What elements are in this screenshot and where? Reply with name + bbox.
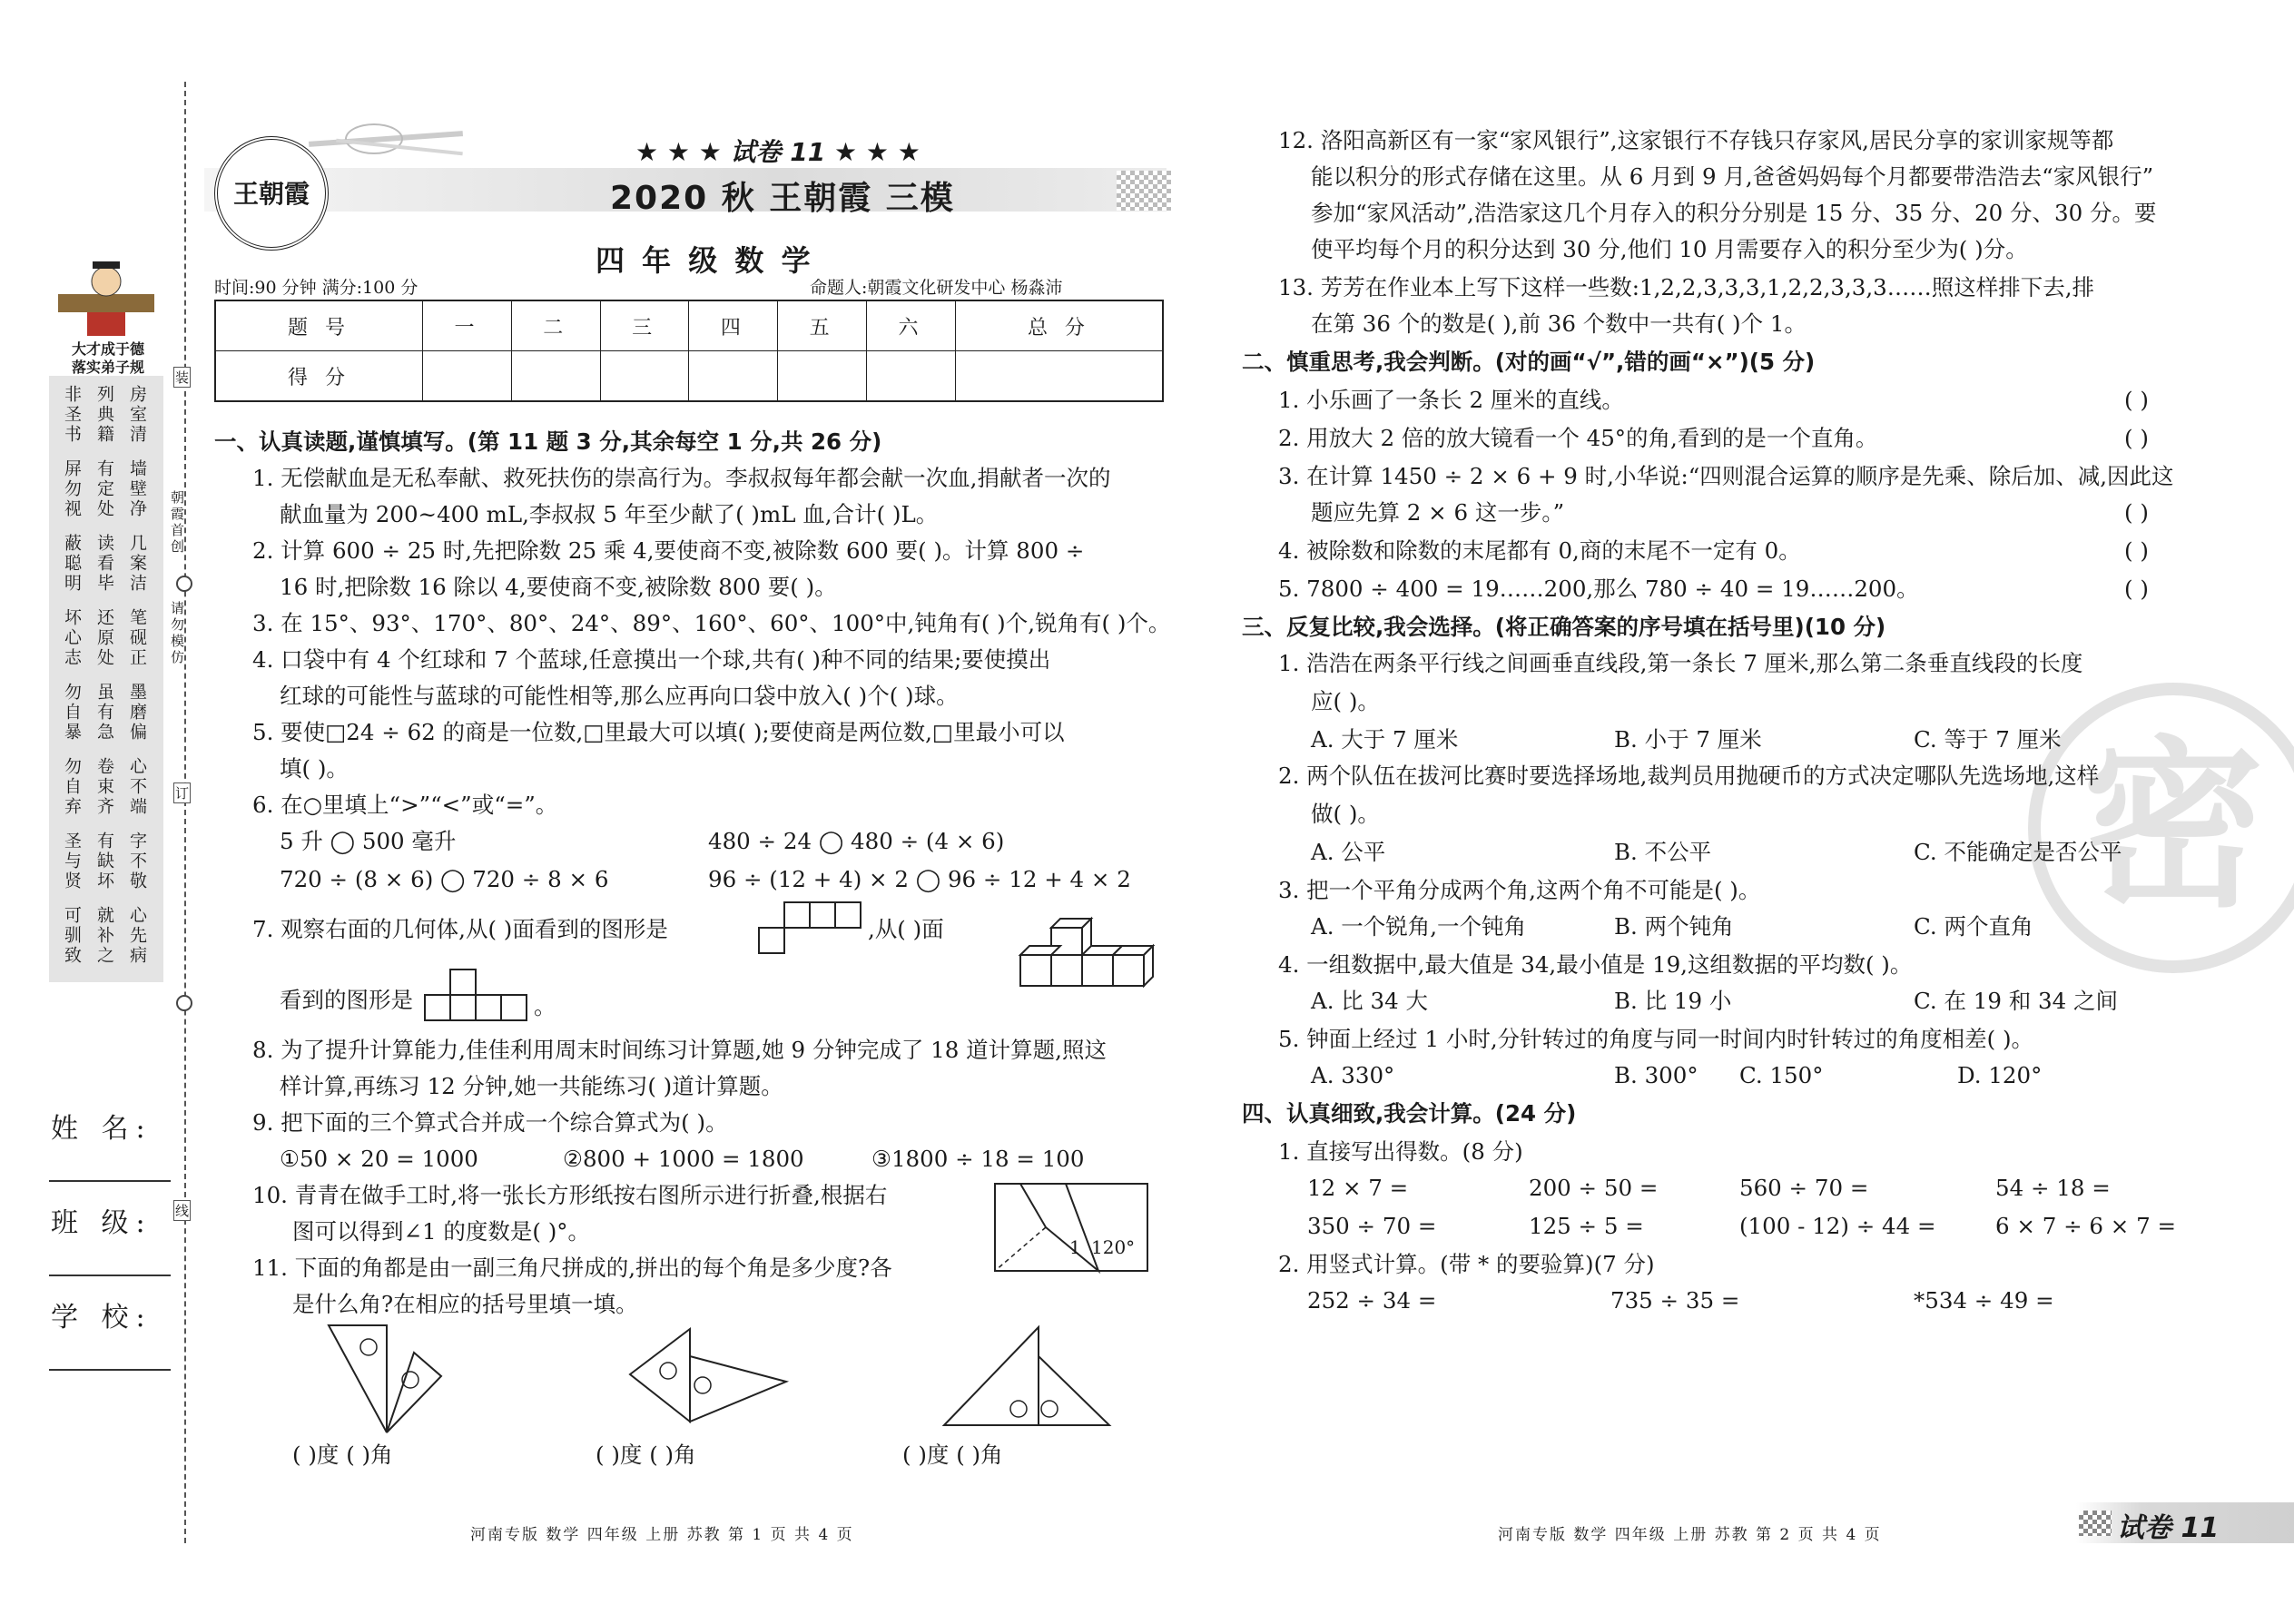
choice-q1-line-1: 1. 浩浩在两条平行线之间画垂直线段,第一条长 7 厘米,那么第二条垂直线段的长度: [1278, 650, 2083, 676]
calc-item: 125 ÷ 5 =: [1529, 1213, 1644, 1239]
ribbon-bow: [345, 123, 403, 154]
exam-title: 2020 秋 王朝霞 三模: [610, 180, 955, 217]
sidebar-col: 卷束齐: [94, 757, 114, 817]
choice-q2-option-b: B. 不公平: [1614, 839, 1712, 865]
q11-triangle-set-1: [323, 1320, 450, 1438]
sidebar-col: 笔砚正: [127, 608, 147, 668]
sidebar-motto-1: 大才成于德: [71, 340, 144, 358]
sidebar-col: 可驯致: [62, 906, 82, 966]
score-cell: 题 号: [215, 300, 423, 351]
section-2-heading: 二、慎重思考,我会判断。(对的画“√”,错的画“×”)(5 分): [1242, 349, 1816, 375]
score-input-cell[interactable]: [423, 351, 512, 402]
binding-hole: [176, 576, 192, 592]
choice-q1-line-2: 应( )。: [1311, 688, 1380, 714]
q11-line-2: 是什么角?在相应的括号里填一填。: [292, 1291, 638, 1317]
q7-side-view-shape: [423, 968, 532, 1022]
class-label: 班 级:: [51, 1207, 153, 1239]
q2-line-2: 16 时,把除数 16 除以 4,要使商不变,被除数 800 要( )。: [280, 574, 837, 600]
name-line[interactable]: [49, 1180, 171, 1182]
q12-line-4: 使平均每个月的积分达到 30 分,他们 10 月需要存入的积分至少为( )分。: [1311, 236, 2028, 262]
brand-logo-text: 王朝霞: [232, 179, 310, 209]
choice-q1-option-c: C. 等于 7 厘米: [1914, 726, 2062, 753]
choice-q3-option-b: B. 两个钝角: [1614, 913, 1734, 940]
section-3-heading: 三、反复比较,我会选择。(将正确答案的序号填在括号里)(10 分): [1242, 614, 1886, 640]
calc-q2-line: 2. 用竖式计算。(带 * 的要验算)(7 分): [1278, 1251, 1655, 1277]
sidebar-col: 墨磨偏: [127, 683, 147, 743]
binding-hole: [176, 995, 192, 1011]
choice-q2-option-a: A. 公平: [1311, 839, 1386, 865]
q2-line-1: 2. 计算 600 ÷ 25 时,先把除数 25 乘 4,要使商不变,被除数 600 要( )。计算 800 ÷: [252, 537, 1085, 564]
confidential-stamp: [2028, 683, 2294, 973]
q1-line-2: 献血量为 200~400 mL,李叔叔 5 年至少献了( )mL 血,合计( )L。: [280, 501, 939, 527]
sidebar-col: 圣与贤: [62, 832, 82, 891]
q10-fold-figure: [993, 1182, 1149, 1273]
q9-line-1: 9. 把下面的三个算式合并成一个综合算式为( )。: [252, 1109, 728, 1136]
binding-dashed-line: [184, 82, 186, 1543]
sidebar-col: 列典籍: [94, 385, 114, 445]
sidebar-col: 勿自暴: [62, 683, 82, 743]
score-cell: 二: [511, 300, 600, 351]
sidebar-col: 心先病: [127, 906, 147, 966]
q11-triangle-set-2: [626, 1320, 790, 1429]
judge-blank-1[interactable]: ( ): [2124, 387, 2149, 413]
score-table-header-row: [215, 300, 1163, 351]
score-table: [214, 300, 1164, 402]
judge-item-2: 2. 用放大 2 倍的放大镜看一个 45°的角,看到的是一个直角。: [1278, 425, 1878, 451]
choice-q2-option-c: C. 不能确定是否公平: [1914, 839, 2122, 865]
q11-blank-3[interactable]: ( )度 ( )角: [902, 1442, 1003, 1468]
school-label: 学 校:: [51, 1302, 153, 1334]
q7-front-view-shape: [757, 901, 866, 955]
q7-text-c: 看到的图形是: [280, 987, 413, 1013]
q7-text-a: 7. 观察右面的几何体,从( )面看到的图形是: [252, 916, 668, 942]
sidebar-col: 字不敬: [127, 832, 147, 891]
score-input-cell[interactable]: [867, 351, 956, 402]
choice-q2-line-1: 2. 两个队伍在拔河比赛时要选择场地,裁判员用抛硬币的方式决定哪队先选场地,这样: [1278, 763, 2100, 789]
sidebar-col: 勿自弃: [62, 757, 82, 817]
choice-q5-option-c: C. 150°: [1739, 1062, 1824, 1088]
judge-blank-2[interactable]: ( ): [2124, 425, 2149, 451]
section-4-heading: 四、认真细致,我会计算。(24 分): [1242, 1100, 1577, 1127]
sidebar-col: 墙壁净: [127, 459, 147, 519]
score-input-cell[interactable]: [689, 351, 778, 402]
choice-q4-line: 4. 一组数据中,最大值是 34,最小值是 19,这组数据的平均数( )。: [1278, 951, 1913, 978]
q6-compare-1: 5 升 ◯ 500 毫升: [280, 828, 457, 854]
choice-q5-option-b: B. 300°: [1614, 1062, 1698, 1088]
score-table-score-row: [215, 351, 1163, 402]
q9-formula-1: ①50 × 20 = 1000: [280, 1146, 478, 1172]
q1-line-1: 1. 无偿献血是无私奉献、救死扶伤的崇高行为。李叔叔每年都会献一次血,捐献者一次的: [252, 465, 1111, 491]
sidebar-col: 有定处: [94, 459, 114, 519]
judge-blank-3[interactable]: ( ): [2124, 499, 2149, 526]
binding-mark-ding: 订: [173, 782, 191, 803]
choice-q5-line: 5. 钟面上经过 1 小时,分针转过的角度与同一时间内时针转过的角度相差( )。: [1278, 1026, 2034, 1052]
sidebar-col: 几案洁: [127, 534, 147, 594]
q6-compare-4: 96 ÷ (12 + 4) × 2 ◯ 96 ÷ 12 + 4 × 2: [708, 866, 1131, 892]
judge-item-3a: 3. 在计算 1450 ÷ 2 × 6 + 9 时,小华说:“四则混合运算的顺序是先乘、除后加、减,因此这: [1278, 463, 2174, 489]
checker-decoration: [1117, 171, 1171, 211]
q7-solid-figure: [1009, 915, 1155, 988]
sidebar-col: 屏勿视: [62, 459, 82, 519]
judge-blank-4[interactable]: ( ): [2124, 537, 2149, 564]
section-1-heading: 一、认真读题,谨慎填写。(第 11 题 3 分,其余每空 1 分,共 26 分): [214, 428, 882, 455]
exam-info-left: 时间:90 分钟 满分:100 分: [214, 278, 418, 298]
judge-item-3b: 题应先算 2 × 6 这一步。”: [1311, 499, 1565, 526]
judge-item-5: 5. 7800 ÷ 400 = 19……200,那么 780 ÷ 40 = 19……200。: [1278, 576, 1919, 602]
corner-tag-text: 试卷 11: [2117, 1512, 2220, 1544]
q6-compare-2: 480 ÷ 24 ◯ 480 ÷ (4 × 6): [708, 828, 1005, 854]
q12-line-2: 能以积分的形式存储在这里。从 6 月到 9 月,爸爸妈妈每个月都要带浩浩去“家风银行”: [1311, 163, 2154, 190]
sidebar-motto-2: 落实弟子规: [71, 359, 144, 376]
q10-angle-1-label: 1: [1069, 1236, 1081, 1258]
q9-formula-2: ②800 + 1000 = 1800: [563, 1146, 804, 1172]
footer-page-1: 河南专版 数学 四年级 上册 苏教 第 1 页 共 4 页: [470, 1526, 854, 1544]
footer-page-2: 河南专版 数学 四年级 上册 苏教 第 2 页 共 4 页: [1498, 1526, 1882, 1544]
q10-line-2: 图可以得到∠1 的度数是( )°。: [292, 1218, 591, 1245]
vertical-note-no-copy: 请勿模仿: [169, 601, 185, 666]
choice-q4-option-b: B. 比 19 小: [1614, 988, 1732, 1014]
q4-line-2: 红球的可能性与蓝球的可能性相等,那么应再向口袋中放入( )个( )球。: [280, 683, 959, 709]
name-label: 姓 名:: [51, 1113, 153, 1145]
calc-vertical-item: *534 ÷ 49 =: [1914, 1287, 2054, 1314]
q11-blank-2[interactable]: ( )度 ( )角: [596, 1442, 696, 1468]
choice-q5-option-a: A. 330°: [1311, 1062, 1395, 1088]
sidebar-col: 房室清: [127, 385, 147, 445]
q10-angle-120-label: 120°: [1091, 1236, 1136, 1258]
q6-line: 6. 在○里填上“>”“<”或“=”。: [252, 792, 558, 818]
q13-line-1: 13. 芳芳在作业本上写下这样一些数:1,2,2,3,3,3,1,2,2,3,3,3……照这样排下去,排: [1278, 274, 2095, 300]
score-input-cell[interactable]: [778, 351, 867, 402]
score-input-cell[interactable]: [511, 351, 600, 402]
q7-text-d: 。: [534, 993, 556, 1019]
brand-logo: [214, 136, 329, 251]
score-cell: 六: [867, 300, 956, 351]
score-input-cell[interactable]: [600, 351, 689, 402]
score-cell: 总 分: [955, 300, 1163, 351]
score-cell: 得 分: [215, 351, 423, 402]
exam-series: ★ ★ ★ 试卷 11 ★ ★ ★: [635, 137, 921, 167]
binding-mark-zhuang: 装: [173, 367, 191, 388]
choice-q1-option-b: B. 小于 7 厘米: [1614, 726, 1762, 753]
q4-line-1: 4. 口袋中有 4 个红球和 7 个蓝球,任意摸出一个球,共有( )种不同的结果;要使摸出: [252, 646, 1051, 673]
choice-q3-option-a: A. 一个锐角,一个钝角: [1311, 913, 1527, 940]
calc-q1-line: 1. 直接写出得数。(8 分): [1278, 1138, 1523, 1165]
q9-formula-3: ③1800 ÷ 18 = 100: [871, 1146, 1085, 1172]
calc-item: 12 × 7 =: [1307, 1175, 1409, 1201]
class-line[interactable]: [49, 1275, 171, 1276]
judge-item-4: 4. 被除数和除数的末尾都有 0,商的末尾不一定有 0。: [1278, 537, 1801, 564]
calc-vertical-item: 252 ÷ 34 =: [1307, 1287, 1437, 1314]
calc-vertical-item: 735 ÷ 35 =: [1610, 1287, 1740, 1314]
choice-q4-option-c: C. 在 19 和 34 之间: [1914, 988, 2118, 1014]
choice-q5-option-d: D. 120°: [1957, 1062, 2043, 1088]
sidebar-col: 有缺坏: [94, 832, 114, 891]
sidebar-col: 就补之: [94, 906, 114, 966]
q7-text-b: ,从( )面: [868, 916, 944, 942]
score-cell: 五: [778, 300, 867, 351]
choice-q1-option-a: A. 大于 7 厘米: [1311, 726, 1459, 753]
sidebar-dizigui-panel: [49, 376, 163, 982]
exam-subject: 四 年 级 数 学: [596, 243, 814, 278]
q11-blank-1[interactable]: ( )度 ( )角: [292, 1442, 393, 1468]
q5-line-2: 填( )。: [280, 755, 349, 782]
confidential-stamp-text: 密: [2082, 721, 2264, 932]
calc-item: 54 ÷ 18 =: [1995, 1175, 2111, 1201]
q8-line-2: 样计算,再练习 12 分钟,她一共能练习( )道计算题。: [280, 1073, 783, 1099]
calc-item: 560 ÷ 70 =: [1739, 1175, 1869, 1201]
q10-line-1: 10. 青青在做手工时,将一张长方形纸按右图所示进行折叠,根据右: [252, 1182, 888, 1208]
sidebar-col: 坏心志: [62, 608, 82, 668]
q8-line-1: 8. 为了提升计算能力,佳佳利用周末时间练习计算题,她 9 分钟完成了 18 道计算题,照这: [252, 1037, 1107, 1063]
choice-q2-line-2: 做( )。: [1311, 801, 1380, 827]
vertical-note-original: 朝霞首创: [169, 490, 185, 556]
score-cell: 三: [600, 300, 689, 351]
sidebar-col: 读看毕: [94, 534, 114, 594]
calc-item: 350 ÷ 70 =: [1307, 1213, 1437, 1239]
score-input-cell[interactable]: [955, 351, 1163, 402]
choice-q4-option-a: A. 比 34 大: [1311, 988, 1429, 1014]
judge-item-1: 1. 小乐画了一条长 2 厘米的直线。: [1278, 387, 1624, 413]
mascot-logo: [54, 258, 158, 340]
school-line[interactable]: [49, 1369, 171, 1371]
judge-blank-5[interactable]: ( ): [2124, 576, 2149, 602]
choice-q3-line: 3. 把一个平角分成两个角,这两个角不可能是( )。: [1278, 877, 1761, 903]
exam-info-right: 命题人:朝霞文化研发中心 杨淼沛: [810, 278, 1063, 298]
sidebar-col: 还原处: [94, 608, 114, 668]
calc-item: 200 ÷ 50 =: [1529, 1175, 1659, 1201]
score-cell: 一: [423, 300, 512, 351]
q13-line-2: 在第 36 个的数是( ),前 36 个数中一共有( )个 1。: [1311, 310, 1807, 337]
sidebar-col: 虽有急: [94, 683, 114, 743]
q12-line-1: 12. 洛阳高新区有一家“家风银行”,这家银行不存钱只存家风,居民分享的家训家规等都: [1278, 127, 2114, 153]
choice-q3-option-c: C. 两个直角: [1914, 913, 2033, 940]
q3-line: 3. 在 15°、93°、170°、80°、24°、89°、160°、60°、100°中,钝角有( )个,锐角有( )个。: [252, 610, 1171, 636]
sidebar-col: 心不端: [127, 757, 147, 817]
q5-line-1: 5. 要使□24 ÷ 62 的商是一位数,□里最大可以填( );要使商是两位数,□里最小可以: [252, 719, 1065, 745]
q11-triangle-set-3: [940, 1320, 1113, 1429]
corner-tag-checker: [2079, 1511, 2112, 1536]
sidebar-col: 非圣书: [62, 385, 82, 445]
sidebar-col: 蔽聪明: [62, 534, 82, 594]
q11-line-1: 11. 下面的角都是由一副三角尺拼成的,拼出的每个角是多少度?各: [252, 1255, 892, 1281]
calc-item: (100 - 12) ÷ 44 =: [1739, 1213, 1936, 1239]
q6-compare-3: 720 ÷ (8 × 6) ◯ 720 ÷ 8 × 6: [280, 866, 609, 892]
score-cell: 四: [689, 300, 778, 351]
q12-line-3: 参加“家风活动”,浩浩家这几个月存入的积分分别是 15 分、35 分、20 分、30 分。要: [1311, 200, 2157, 226]
binding-mark-xian: 线: [173, 1200, 191, 1221]
calc-item: 6 × 7 ÷ 6 × 7 =: [1995, 1213, 2176, 1239]
